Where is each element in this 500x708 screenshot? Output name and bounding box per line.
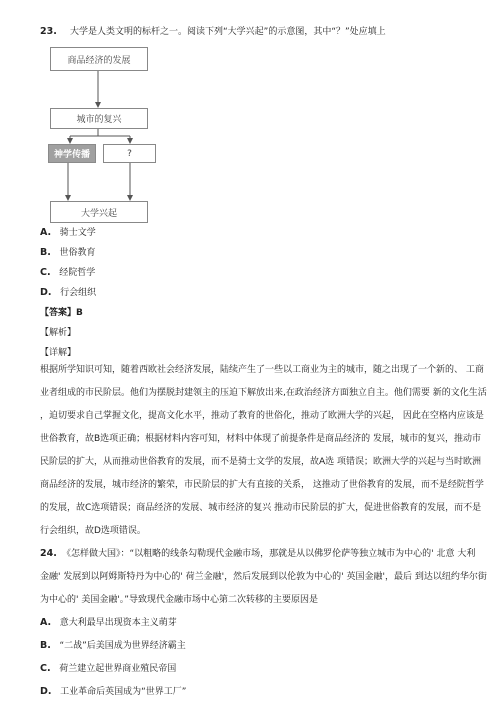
option-d: [40, 287, 96, 299]
q24-option-a-text: 意大利最早出现资本主义萌芽: [59, 618, 177, 628]
option-b: [40, 247, 95, 259]
analysis-label: 【解析】: [40, 328, 77, 338]
explanation-line: 的发展，故C选项错误；商品经济的发展、城市经济的复兴 推动市民阶层的扩大，促进世俗教育的发展，而不是: [40, 503, 482, 513]
q24-option-b: [40, 640, 186, 652]
option-a-letter: A.: [40, 227, 52, 238]
question-24-number: 24.: [40, 548, 57, 559]
option-d-text: 行会组织: [60, 288, 97, 298]
option-c-text: 经院哲学: [59, 268, 96, 278]
diagram-box-right: ?: [103, 144, 156, 163]
question-23-stem: 大学是人类文明的标杆之一。阅读下列“大学兴起”的示意图，其中“？”处应填上: [70, 27, 386, 37]
diagram-box-left: 神学传播: [48, 144, 96, 163]
q24-option-a: [40, 617, 177, 629]
question-24-stem-line: 为中心的' 美国金融'。”导致现代金融市场中心第二次转移的主要原因是: [40, 595, 318, 605]
q24-option-c-text: 荷兰建立起世界商业殖民帝国: [59, 664, 177, 674]
option-c-letter: C.: [40, 267, 51, 278]
q24-option-d-letter: D.: [40, 686, 52, 697]
q24-option-a-letter: A.: [40, 617, 52, 628]
option-a: [40, 227, 96, 239]
explanation-line: 行会组织，故D选项错误。: [40, 526, 146, 536]
option-d-letter: D.: [40, 287, 52, 298]
q24-option-b-text: “二战”后美国成为世界经济霸主: [59, 641, 186, 651]
explanation-line: 商品经济的发展，城市经济的繁荣，市民阶层的扩大有直接的关系， 这推动了世俗教育的发展，而不是经院哲学: [40, 480, 484, 490]
diagram-box-middle: 城市的复兴: [50, 108, 148, 129]
explanation-line: 根据所学知识可知，随着西欧社会经济发展，陆续产生了一些以工商业为主的城市，随之出现了一个新的、 工商: [40, 365, 484, 375]
explanation-line: 世俗教育，故B选项正确；根据材料内容可知，材料中体现了前提条件是商品经济的 发展，城市的复兴，推动市: [40, 434, 482, 444]
answer-label: 【答案】B: [40, 308, 83, 318]
explanation-line: 业者组成的市民阶层。他们为摆脱封建领主的压迫下解放出来,在政治经济方面独立自主。他们需要 新的文化生活: [40, 388, 487, 398]
option-b-text: 世俗教育: [59, 248, 96, 258]
q24-option-c: [40, 663, 176, 675]
question-24-stem-line: 《怎样做大国》：“以粗略的线条勾勒现代金融市场，那就是从以佛罗伦萨等独立城市为中心的' 北意 大利: [62, 549, 476, 559]
question-24-stem-line: 金融' 发展到以阿姆斯特丹为中心的' 荷兰金融'，然后发展到以伦敦为中心的' 英国金融'，最后 到达以纽约华尔街: [40, 572, 487, 582]
q24-option-d-text: 工业革命后英国成为“世界工厂”: [60, 687, 187, 697]
q24-option-d: [40, 686, 186, 698]
question-23-number: 23.: [40, 26, 57, 37]
q24-option-b-letter: B.: [40, 640, 51, 651]
option-c: [40, 267, 95, 279]
diagram-box-bottom: 大学兴起: [50, 201, 148, 223]
detail-label: 【详解】: [40, 348, 77, 358]
explanation-line: ，迫切要求自己掌握文化，提高文化水平，推动了教育的世俗化，推动了欧洲大学的兴起， 因此在空格内应该是: [40, 411, 484, 421]
option-a-text: 骑士文学: [59, 228, 96, 238]
option-b-letter: B.: [40, 247, 51, 258]
diagram-box-top: 商品经济的发展: [50, 47, 148, 71]
explanation-line: 民阶层的扩大，从而推动世俗教育的发展，而不是骑士文学的发展，故A选 项错误；欧洲大学的兴起与当时欧洲: [40, 457, 482, 467]
q24-option-c-letter: C.: [40, 663, 51, 674]
